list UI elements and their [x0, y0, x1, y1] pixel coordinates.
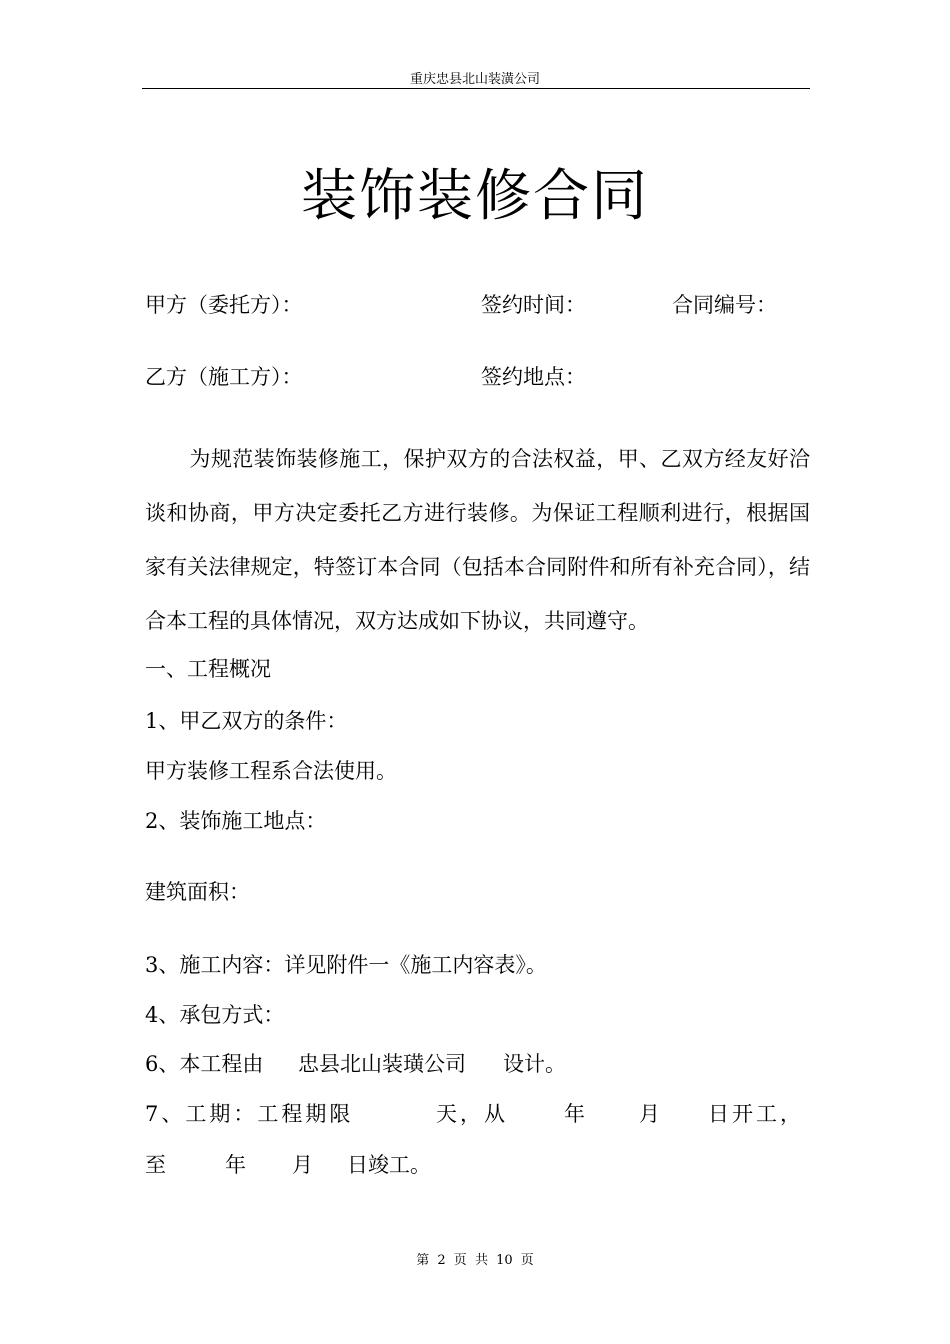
- item-1-text: 甲方装修工程系合法使用。: [145, 759, 397, 783]
- intro-paragraph: [145, 432, 810, 648]
- item-7-day: 天，从: [436, 1102, 508, 1126]
- item-7-start: 日开工，: [708, 1102, 804, 1126]
- footer-mid2: 共: [474, 1253, 488, 1268]
- page-footer: [0, 1249, 950, 1268]
- page-header: 重庆忠县北山装潢公司: [409, 72, 540, 87]
- item-3: 3、施工内容：详见附件一《施工内容表》。: [145, 953, 547, 977]
- footer-suffix: 页: [520, 1253, 534, 1268]
- item-6-company: 忠县北山装璜公司: [298, 1052, 466, 1076]
- footer-prefix: 第: [416, 1253, 430, 1268]
- item-6-suffix: 设计。: [503, 1052, 566, 1076]
- contract-no-label: 合同编号：: [672, 293, 777, 317]
- item-6-prefix: 6、本工程由: [145, 1052, 264, 1076]
- sign-time-label: 签约时间：: [481, 293, 586, 317]
- footer-page-number: 2: [437, 1253, 446, 1268]
- party-b-label: 乙方（施工方）：: [145, 365, 303, 389]
- item-7-year2: 年: [225, 1153, 246, 1177]
- footer-mid1: 页: [453, 1253, 467, 1268]
- item-7-label: 7、工期：工程期限: [145, 1102, 354, 1126]
- section-heading: 一、工程概况: [145, 657, 271, 681]
- item-7-to: 至: [145, 1153, 166, 1177]
- item-2: 2、装饰施工地点：: [145, 809, 327, 833]
- item-7-month: 月: [639, 1102, 660, 1126]
- item-4: 4、承包方式：: [145, 1003, 285, 1027]
- sign-place-label: 签约地点：: [481, 365, 586, 389]
- document-title: 装饰装修合同: [301, 164, 649, 229]
- header-rule: [142, 88, 810, 89]
- item-1: 1、甲乙双方的条件：: [145, 709, 348, 733]
- party-a-label: 甲方（委托方）：: [145, 293, 303, 317]
- item-7-month2: 月: [292, 1153, 313, 1177]
- area-label: 建筑面积：: [145, 880, 250, 904]
- intro-text: 为规范装饰装修施工，保护双方的合法权益，甲、乙双方经友好洽谈和协商，甲方决定委托乙方进行装修。为保证工程顺利进行，根据国家有关法律规定，特签订本合同（包括本合同附件和所有补充合同），结合本工程的具体情况，双方达成如下协议，共同遵守。: [145, 447, 810, 633]
- item-7-end: 日竣工。: [347, 1153, 431, 1177]
- item-7-year: 年: [564, 1102, 585, 1126]
- footer-total-pages: 10: [496, 1253, 513, 1268]
